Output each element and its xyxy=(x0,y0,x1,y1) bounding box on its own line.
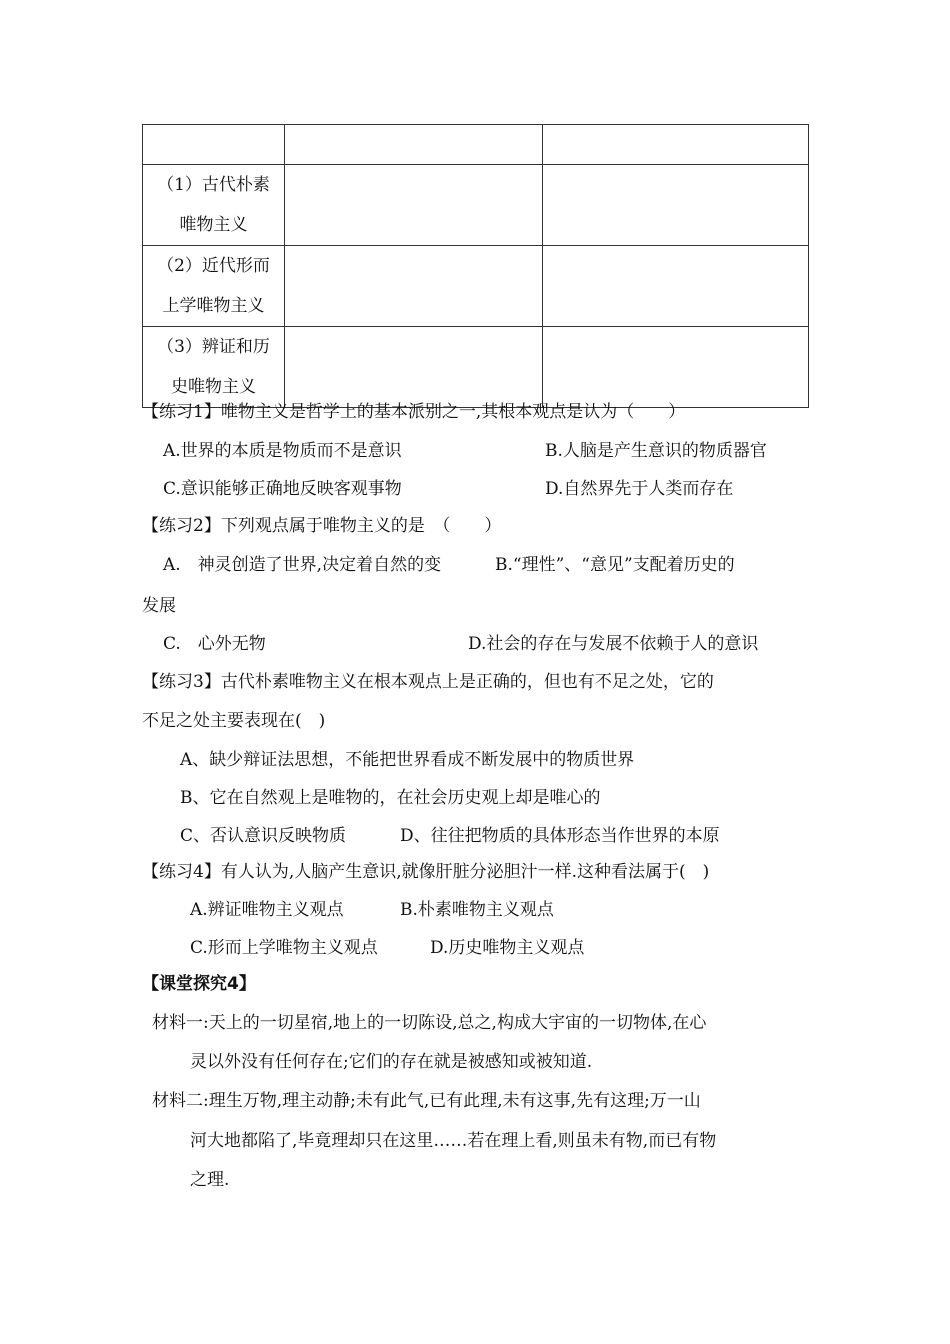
exercise-3-stem-line1: 【练习3】古代朴素唯物主义在根本观点上是正确的，但也有不足之处，它的 xyxy=(142,672,714,692)
exercise-2-option-c: C. 心外无物 xyxy=(163,634,266,654)
table-row xyxy=(143,246,809,327)
table-cell xyxy=(543,165,809,246)
exercise-4-option-a: A.辨证唯物主义观点 xyxy=(190,900,344,920)
table-cell xyxy=(543,327,809,408)
exercise-1-option-b: B.人脑是产生意识的物质器官 xyxy=(545,441,767,461)
exercise-2-stem: 【练习2】下列观点属于唯物主义的是 （ ） xyxy=(142,516,502,536)
material-1-line1: 材料一:天上的一切星宿,地上的一切陈设,总之,构成大宇宙的一切物体,在心 xyxy=(152,1013,707,1033)
exercise-2-option-b-cont: 发展 xyxy=(142,596,176,616)
table-cell xyxy=(285,327,543,408)
exercise-4-option-d: D.历史唯物主义观点 xyxy=(430,938,585,958)
row-label-line1: （3）辨证和历 xyxy=(157,337,270,357)
material-2-line1: 材料二:理生万物,理主动静;未有此气,已有此理,未有这事,先有这理;万一山 xyxy=(152,1091,701,1111)
material-1-line2: 灵以外没有任何存在;它们的存在就是被感知或被知道. xyxy=(190,1052,593,1072)
table-row xyxy=(143,327,809,408)
exercise-4-option-b: B.朴素唯物主义观点 xyxy=(400,900,554,920)
table-cell xyxy=(143,165,285,246)
table-cell xyxy=(543,125,809,165)
material-2-line3: 之理. xyxy=(190,1170,230,1190)
exercise-3-option-c: C、否认意识反映物质 xyxy=(180,826,347,846)
exercise-3-option-a: A、缺少辩证法思想，不能把世界看成不断发展中的物质世界 xyxy=(180,750,635,770)
table-cell xyxy=(143,246,285,327)
exercise-4-stem: 【练习4】有人认为,人脑产生意识,就像肝脏分泌胆汁一样.这种看法属于( ) xyxy=(142,862,710,882)
table-cell xyxy=(543,246,809,327)
exercise-2-option-b: B.“理性”、“意见”支配着历史的 xyxy=(495,555,735,575)
exercise-1-stem: 【练习1】唯物主义是哲学上的基本派别之一,其根本观点是认为（ ） xyxy=(142,402,686,422)
material-2-line2: 河大地都陷了,毕竟理却只在这里……若在理上看,则虽未有物,而已有物 xyxy=(190,1131,717,1151)
exercise-3-stem-line2: 不足之处主要表现在( ) xyxy=(142,711,326,731)
row-label-line2: 上学唯物主义 xyxy=(162,296,265,316)
table-cell xyxy=(285,246,543,327)
exercise-1-option-a: A.世界的本质是物质而不是意识 xyxy=(163,441,402,461)
table-row xyxy=(143,165,809,246)
exercise-3-option-b: B、它在自然观上是唯物的，在社会历史观上却是唯心的 xyxy=(180,788,601,808)
row-label-line2: 唯物主义 xyxy=(179,215,248,235)
exercise-2-option-a: A. 神灵创造了世界,决定着自然的变 xyxy=(163,555,442,575)
table-cell xyxy=(285,165,543,246)
table-cell xyxy=(143,125,285,165)
row-label-line1: （1）古代朴素 xyxy=(157,175,270,195)
comparison-table xyxy=(142,124,809,408)
exercise-1-option-d: D.自然界先于人类而存在 xyxy=(545,479,734,499)
table-cell xyxy=(143,327,285,408)
table-cell xyxy=(285,125,543,165)
exercise-2-option-d: D.社会的存在与发展不依赖于人的意识 xyxy=(468,634,759,654)
exercise-3-option-d: D、往往把物质的具体形态当作世界的本原 xyxy=(400,826,720,846)
exercise-1-option-c: C.意识能够正确地反映客观事物 xyxy=(163,479,402,499)
row-label-line1: （2）近代形而 xyxy=(157,256,270,276)
exercise-4-option-c: C.形而上学唯物主义观点 xyxy=(190,938,378,958)
row-label-line2: 史唯物主义 xyxy=(171,377,256,397)
explore-heading: 【课堂探究4】 xyxy=(142,974,256,994)
table-row xyxy=(143,125,809,165)
